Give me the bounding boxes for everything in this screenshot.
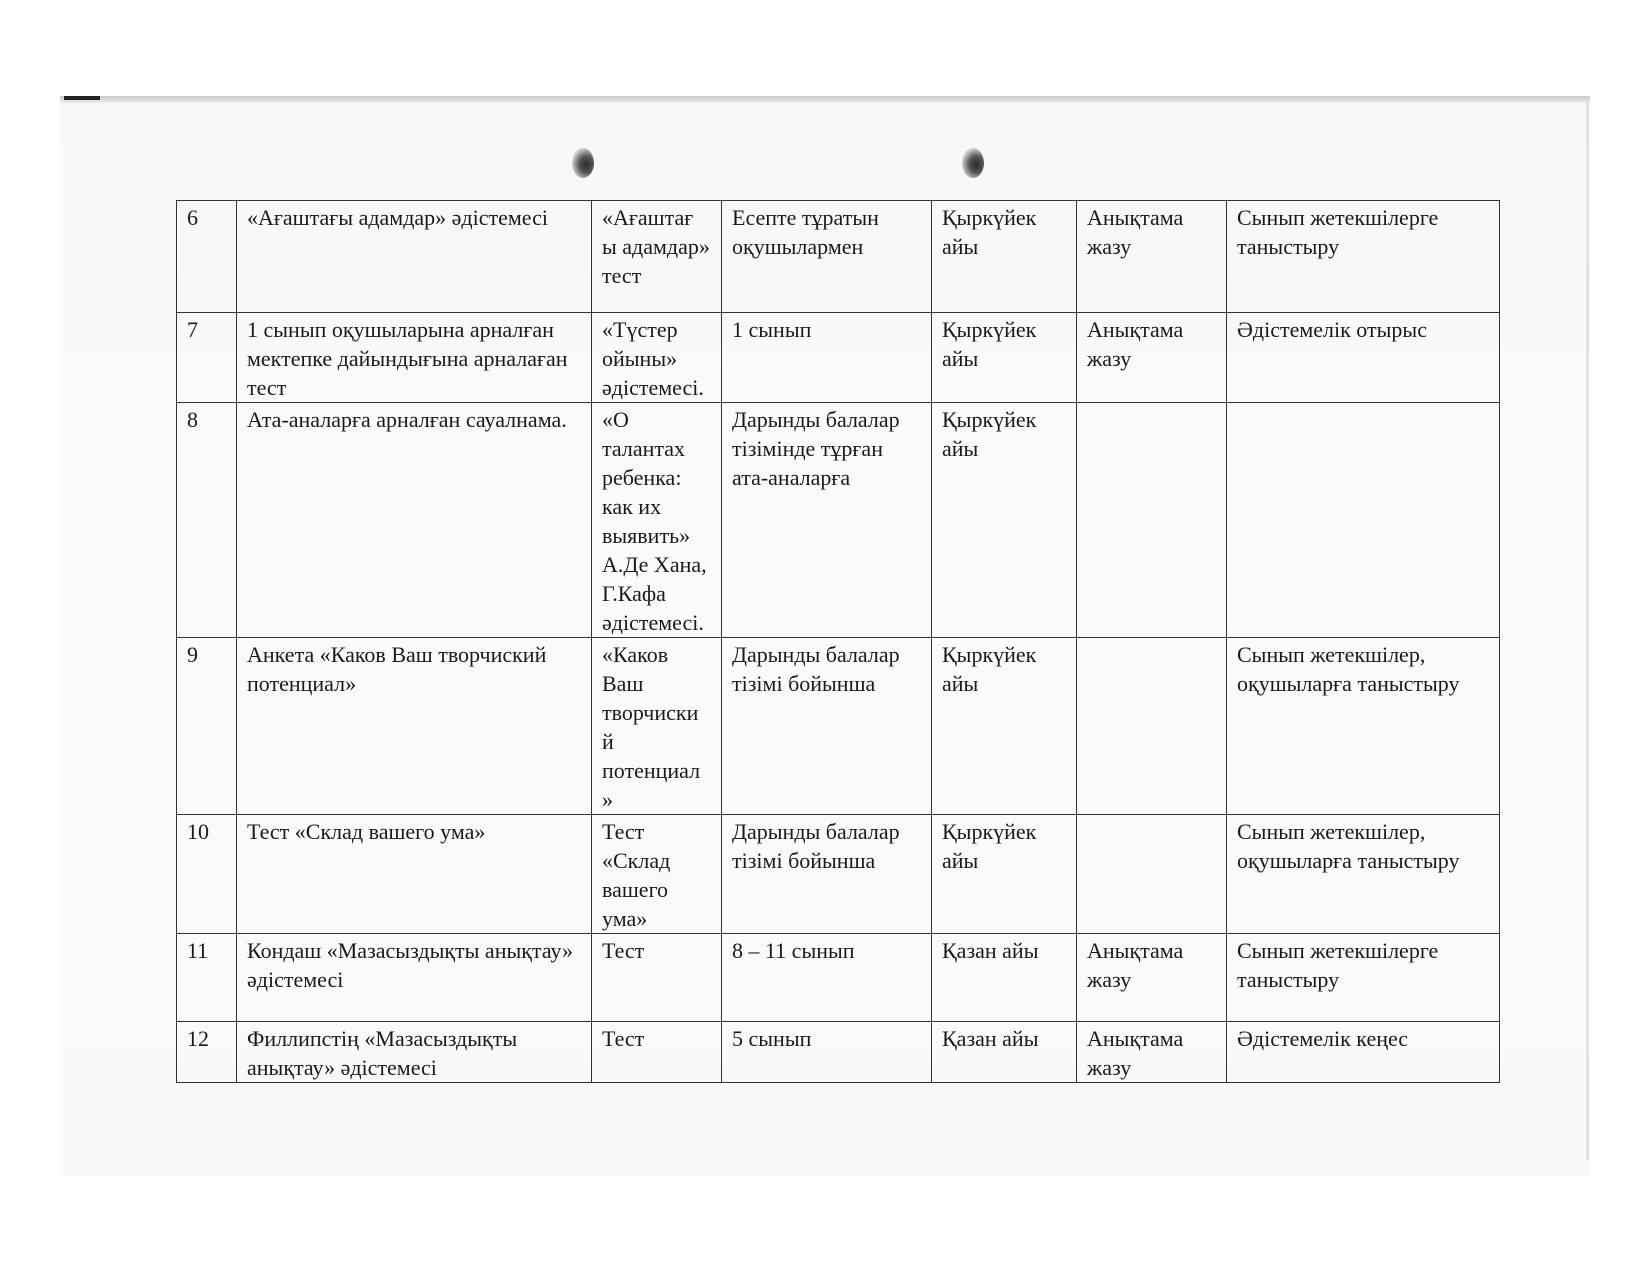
document <box>1077 815 1227 934</box>
activity-name: «Ағаштағы адамдар» әдістемесі <box>237 201 592 313</box>
table-row <box>177 638 1500 815</box>
month: Қазан айы <box>932 1022 1077 1083</box>
plan-table <box>176 200 1500 1083</box>
table-row <box>177 934 1500 1022</box>
punch-hole-left <box>572 148 594 178</box>
result <box>1227 403 1500 638</box>
activity-name: Кондаш «Мазасыздықты анықтау» әдістемесі <box>237 934 592 1022</box>
method: «Түстер ойыны» әдістемесі. <box>592 313 722 403</box>
target-group: Дарынды балалар тізімі бойынша <box>722 638 932 815</box>
document: Анықтама жазу <box>1077 1022 1227 1083</box>
target-group: 5 сынып <box>722 1022 932 1083</box>
document <box>1077 403 1227 638</box>
month: Қыркүйек айы <box>932 201 1077 313</box>
row-number: 11 <box>177 934 237 1022</box>
table-row <box>177 403 1500 638</box>
target-group: Дарынды балалар тізімінде тұрған ата-аналарға <box>722 403 932 638</box>
table-row <box>177 815 1500 934</box>
activity-name: Ата-аналарға арналған сауалнама. <box>237 403 592 638</box>
page-right-edge <box>1586 100 1589 1160</box>
month: Қыркүйек айы <box>932 815 1077 934</box>
document: Анықтама жазу <box>1077 313 1227 403</box>
target-group: 1 сынып <box>722 313 932 403</box>
row-number: 10 <box>177 815 237 934</box>
month: Қазан айы <box>932 934 1077 1022</box>
month: Қыркүйек айы <box>932 313 1077 403</box>
table-row <box>177 1022 1500 1083</box>
method: «Каков Ваш творчиски й потенциал » <box>592 638 722 815</box>
document <box>1077 638 1227 815</box>
activity-name: Тест «Склад вашего ума» <box>237 815 592 934</box>
result: Сынып жетекшілерге таныстыру <box>1227 934 1500 1022</box>
method: «Ағаштағ ы адамдар» тест <box>592 201 722 313</box>
row-number: 6 <box>177 201 237 313</box>
document: Анықтама жазу <box>1077 934 1227 1022</box>
result: Әдістемелік отырыс <box>1227 313 1500 403</box>
result: Сынып жетекшілер, оқушыларға таныстыру <box>1227 815 1500 934</box>
page-corner-mark <box>64 96 100 100</box>
method: «О талантах ребенка: как их выявить» А.Де Хана, Г.Кафа әдістемесі. <box>592 403 722 638</box>
target-group: Дарынды балалар тізімі бойынша <box>722 815 932 934</box>
punch-hole-right <box>962 148 984 178</box>
row-number: 7 <box>177 313 237 403</box>
activity-name: Филлипстің «Мазасыздықты анықтау» әдістемесі <box>237 1022 592 1083</box>
target-group: Есепте тұратын оқушылармен <box>722 201 932 313</box>
month: Қыркүйек айы <box>932 638 1077 815</box>
result: Әдістемелік кеңес <box>1227 1022 1500 1083</box>
method: Тест «Склад вашего ума» <box>592 815 722 934</box>
row-number: 8 <box>177 403 237 638</box>
result: Сынып жетекшілерге таныстыру <box>1227 201 1500 313</box>
row-number: 12 <box>177 1022 237 1083</box>
method: Тест <box>592 934 722 1022</box>
page-top-edge <box>60 96 1590 103</box>
document: Анықтама жазу <box>1077 201 1227 313</box>
row-number: 9 <box>177 638 237 815</box>
month: Қыркүйек айы <box>932 403 1077 638</box>
method: Тест <box>592 1022 722 1083</box>
table-row <box>177 313 1500 403</box>
result: Сынып жетекшілер, оқушыларға таныстыру <box>1227 638 1500 815</box>
activity-name: 1 сынып оқушыларына арналған мектепке дайындығына арналаған тест <box>237 313 592 403</box>
table-row <box>177 201 1500 313</box>
activity-name: Анкета «Каков Ваш творчиский потенциал» <box>237 638 592 815</box>
target-group: 8 – 11 сынып <box>722 934 932 1022</box>
